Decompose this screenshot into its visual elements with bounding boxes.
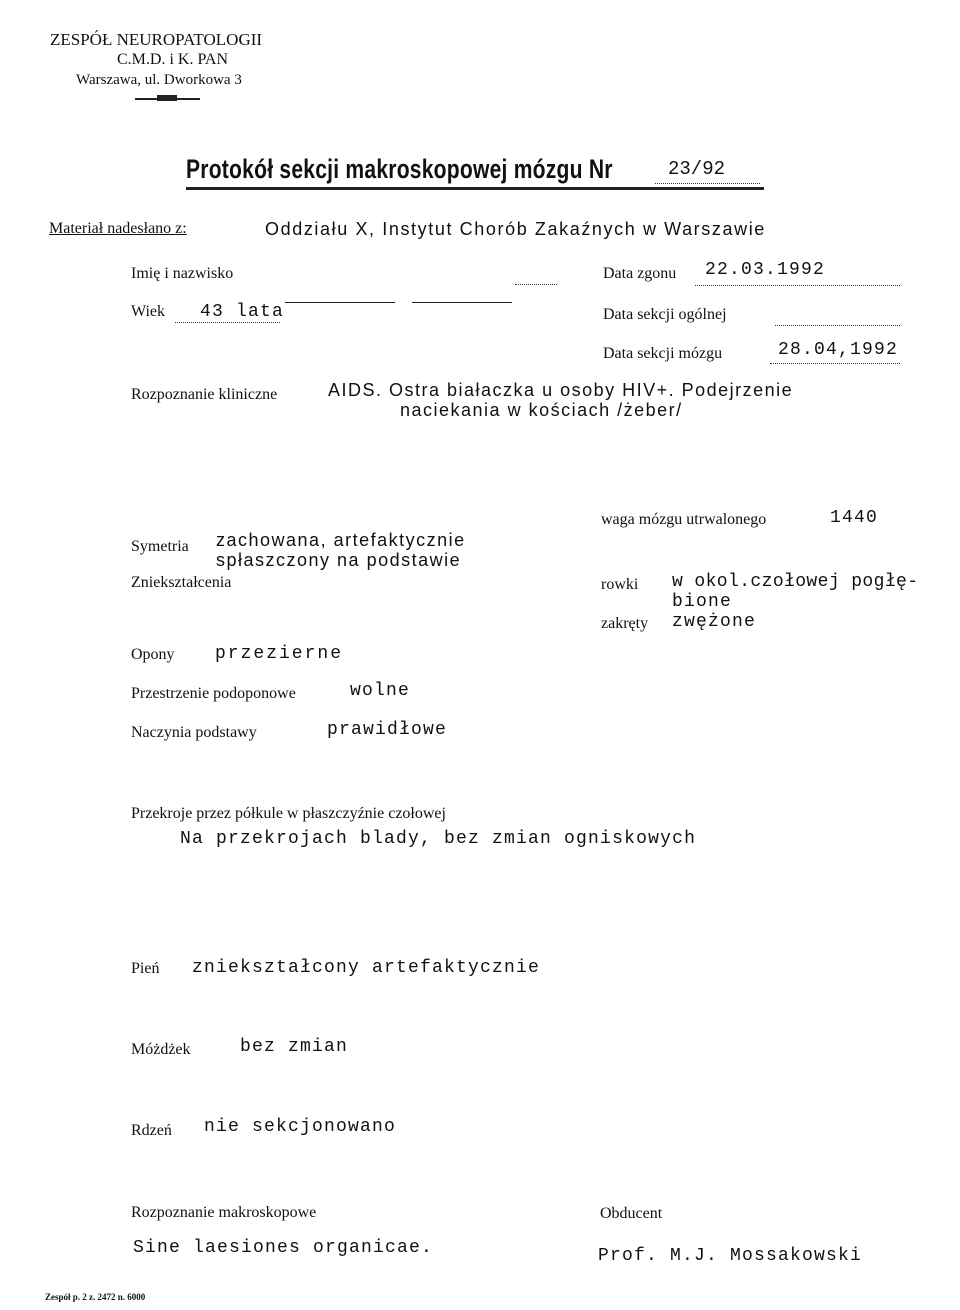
death-date-label: Data zgonu — [603, 265, 677, 282]
sulci-line2: bione — [672, 592, 733, 612]
subarachnoid-value: wolne — [350, 681, 411, 701]
vessels-value: prawidłowe — [327, 720, 448, 740]
spinal-cord-value: nie sekcjonowano — [204, 1117, 397, 1137]
brain-autopsy-dots — [770, 362, 900, 364]
cerebellum-value: bez zmian — [240, 1037, 349, 1057]
brain-autopsy-value: 28.04,1992 — [778, 340, 899, 360]
institution-name: ZESPÓŁ NEUROPATOLOGII — [50, 30, 263, 49]
brain-weight-label: waga mózgu utrwalonego — [601, 511, 767, 528]
sulci-line1: w okol.czołowej pogłę- — [672, 572, 919, 592]
material-value: Oddziału X, Instytut Chorób Zakaźnych w Warszawie — [265, 219, 766, 239]
meninges-value: przezierne — [215, 644, 344, 664]
protocol-number-dots — [655, 182, 760, 184]
cerebellum-label: Móżdżek — [131, 1041, 191, 1058]
institution-subtitle: C.M.D. i K. PAN — [117, 51, 228, 68]
age-field-dots — [175, 321, 280, 323]
clinical-diagnosis-line2: naciekania w kościach /żeber/ — [400, 400, 683, 420]
symmetry-label: Symetria — [131, 538, 189, 555]
sections-value: Na przekrojach blady, bez zmian ogniskowych — [180, 829, 697, 849]
symmetry-line1: zachowana, artefaktycznie — [216, 530, 466, 550]
macroscopic-diagnosis-label: Rozpoznanie makroskopowe — [131, 1204, 317, 1221]
name-field-dots — [515, 283, 557, 285]
brain-autopsy-label: Data sekcji mózgu — [603, 345, 723, 362]
document-title — [186, 154, 613, 185]
title-rule — [186, 187, 764, 190]
spinal-cord-label: Rdzeń — [131, 1122, 172, 1139]
name-label: Imię i nazwisko — [131, 265, 234, 282]
sulci-label: rowki — [601, 576, 639, 593]
sections-label: Przekroje przez półkule w płaszczyźnie czołowej — [131, 805, 446, 822]
brainstem-value: zniekształcony artefaktycznie — [192, 958, 541, 978]
death-date-dots — [695, 284, 900, 286]
clinical-diagnosis-line1: AIDS. Ostra białaczka u osoby HIV+. Podejrzenie — [328, 380, 794, 400]
vessels-label: Naczynia podstawy — [131, 724, 257, 741]
examiner-value: Prof. M.J. Mossakowski — [598, 1246, 863, 1266]
symmetry-line2: spłaszczony na podstawie — [216, 550, 462, 570]
institution-address: Warszawa, ul. Dworkowa 3 — [76, 72, 242, 88]
death-date-value: 22.03.1992 — [705, 260, 826, 280]
header-ornament-mark — [157, 95, 177, 101]
redaction-line-2 — [412, 302, 512, 303]
brain-weight-value: 1440 — [830, 508, 879, 528]
material-label: Materiał nadesłano z: — [49, 220, 187, 237]
age-label: Wiek — [131, 303, 166, 320]
macroscopic-diagnosis-value: Sine laesiones organicae. — [133, 1238, 434, 1258]
gyri-value: zwężone — [672, 612, 757, 632]
brainstem-label: Pień — [131, 960, 160, 977]
general-autopsy-label: Data sekcji ogólnej — [603, 306, 727, 323]
clinical-diagnosis-label: Rozpoznanie kliniczne — [131, 386, 278, 403]
protocol-number: 23/92 — [668, 158, 726, 180]
meninges-label: Opony — [131, 646, 175, 663]
general-autopsy-dots — [775, 324, 900, 326]
subarachnoid-label: Przestrzenie podoponowe — [131, 685, 296, 702]
age-value: 43 lata — [200, 302, 285, 322]
deformation-label: Zniekształcenia — [131, 574, 232, 591]
print-footer: Zespół p. 2 z. 2472 n. 6000 — [45, 1292, 146, 1302]
examiner-label: Obducent — [600, 1205, 663, 1222]
redaction-line-1 — [285, 302, 395, 303]
document-title-text: Protokół sekcji makroskopowej mózgu Nr — [186, 154, 613, 184]
gyri-label: zakręty — [601, 615, 649, 632]
